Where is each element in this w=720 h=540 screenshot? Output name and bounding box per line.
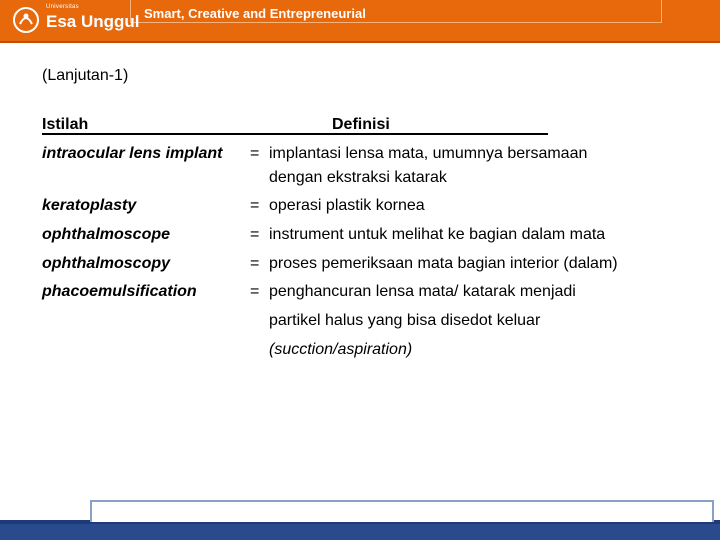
term-label: phacoemulsification: [42, 283, 197, 300]
term-label: ophthalmoscope: [42, 226, 171, 243]
header-tagline: Smart, Creative and Entrepreneurial: [144, 6, 366, 21]
header-underline: [42, 133, 548, 135]
column-header-definition: Definisi: [332, 116, 390, 133]
definition-text: implantasi lensa mata, umumnya bersamaan: [269, 145, 588, 162]
header-divider: [0, 41, 720, 43]
footer-bar-inner: [0, 524, 720, 540]
university-logo: [6, 3, 140, 37]
logo-small-text: Universitas: [46, 4, 79, 10]
column-header-term: Istilah: [42, 116, 89, 133]
equals-sign: =: [250, 197, 260, 214]
logo-name: Esa Unggul: [46, 12, 140, 31]
term-label: intraocular lens implant: [42, 145, 223, 162]
term-label: ophthalmoscopy: [42, 255, 171, 272]
footer-frame: [90, 500, 714, 522]
definition-text: penghancuran lensa mata/ katarak menjadi: [269, 283, 576, 300]
definition-text: operasi plastik kornea: [269, 197, 425, 214]
logo-emblem-icon: [12, 6, 40, 34]
definition-text: partikel halus yang bisa disedot keluar: [269, 312, 541, 329]
definition-text: instrument untuk melihat ke bagian dalam mata: [269, 226, 606, 243]
equals-sign: =: [250, 145, 260, 162]
definition-text: (sucction/aspiration): [269, 341, 413, 358]
equals-sign: =: [250, 226, 260, 243]
slide-subtitle: (Lanjutan-1): [42, 67, 129, 84]
equals-sign: =: [250, 255, 260, 272]
definition-text: dengan ekstraksi katarak: [269, 169, 447, 186]
equals-sign: =: [250, 283, 260, 300]
term-label: keratoplasty: [42, 197, 137, 214]
definition-text: proses pemeriksaan mata bagian interior (dalam): [269, 255, 618, 272]
